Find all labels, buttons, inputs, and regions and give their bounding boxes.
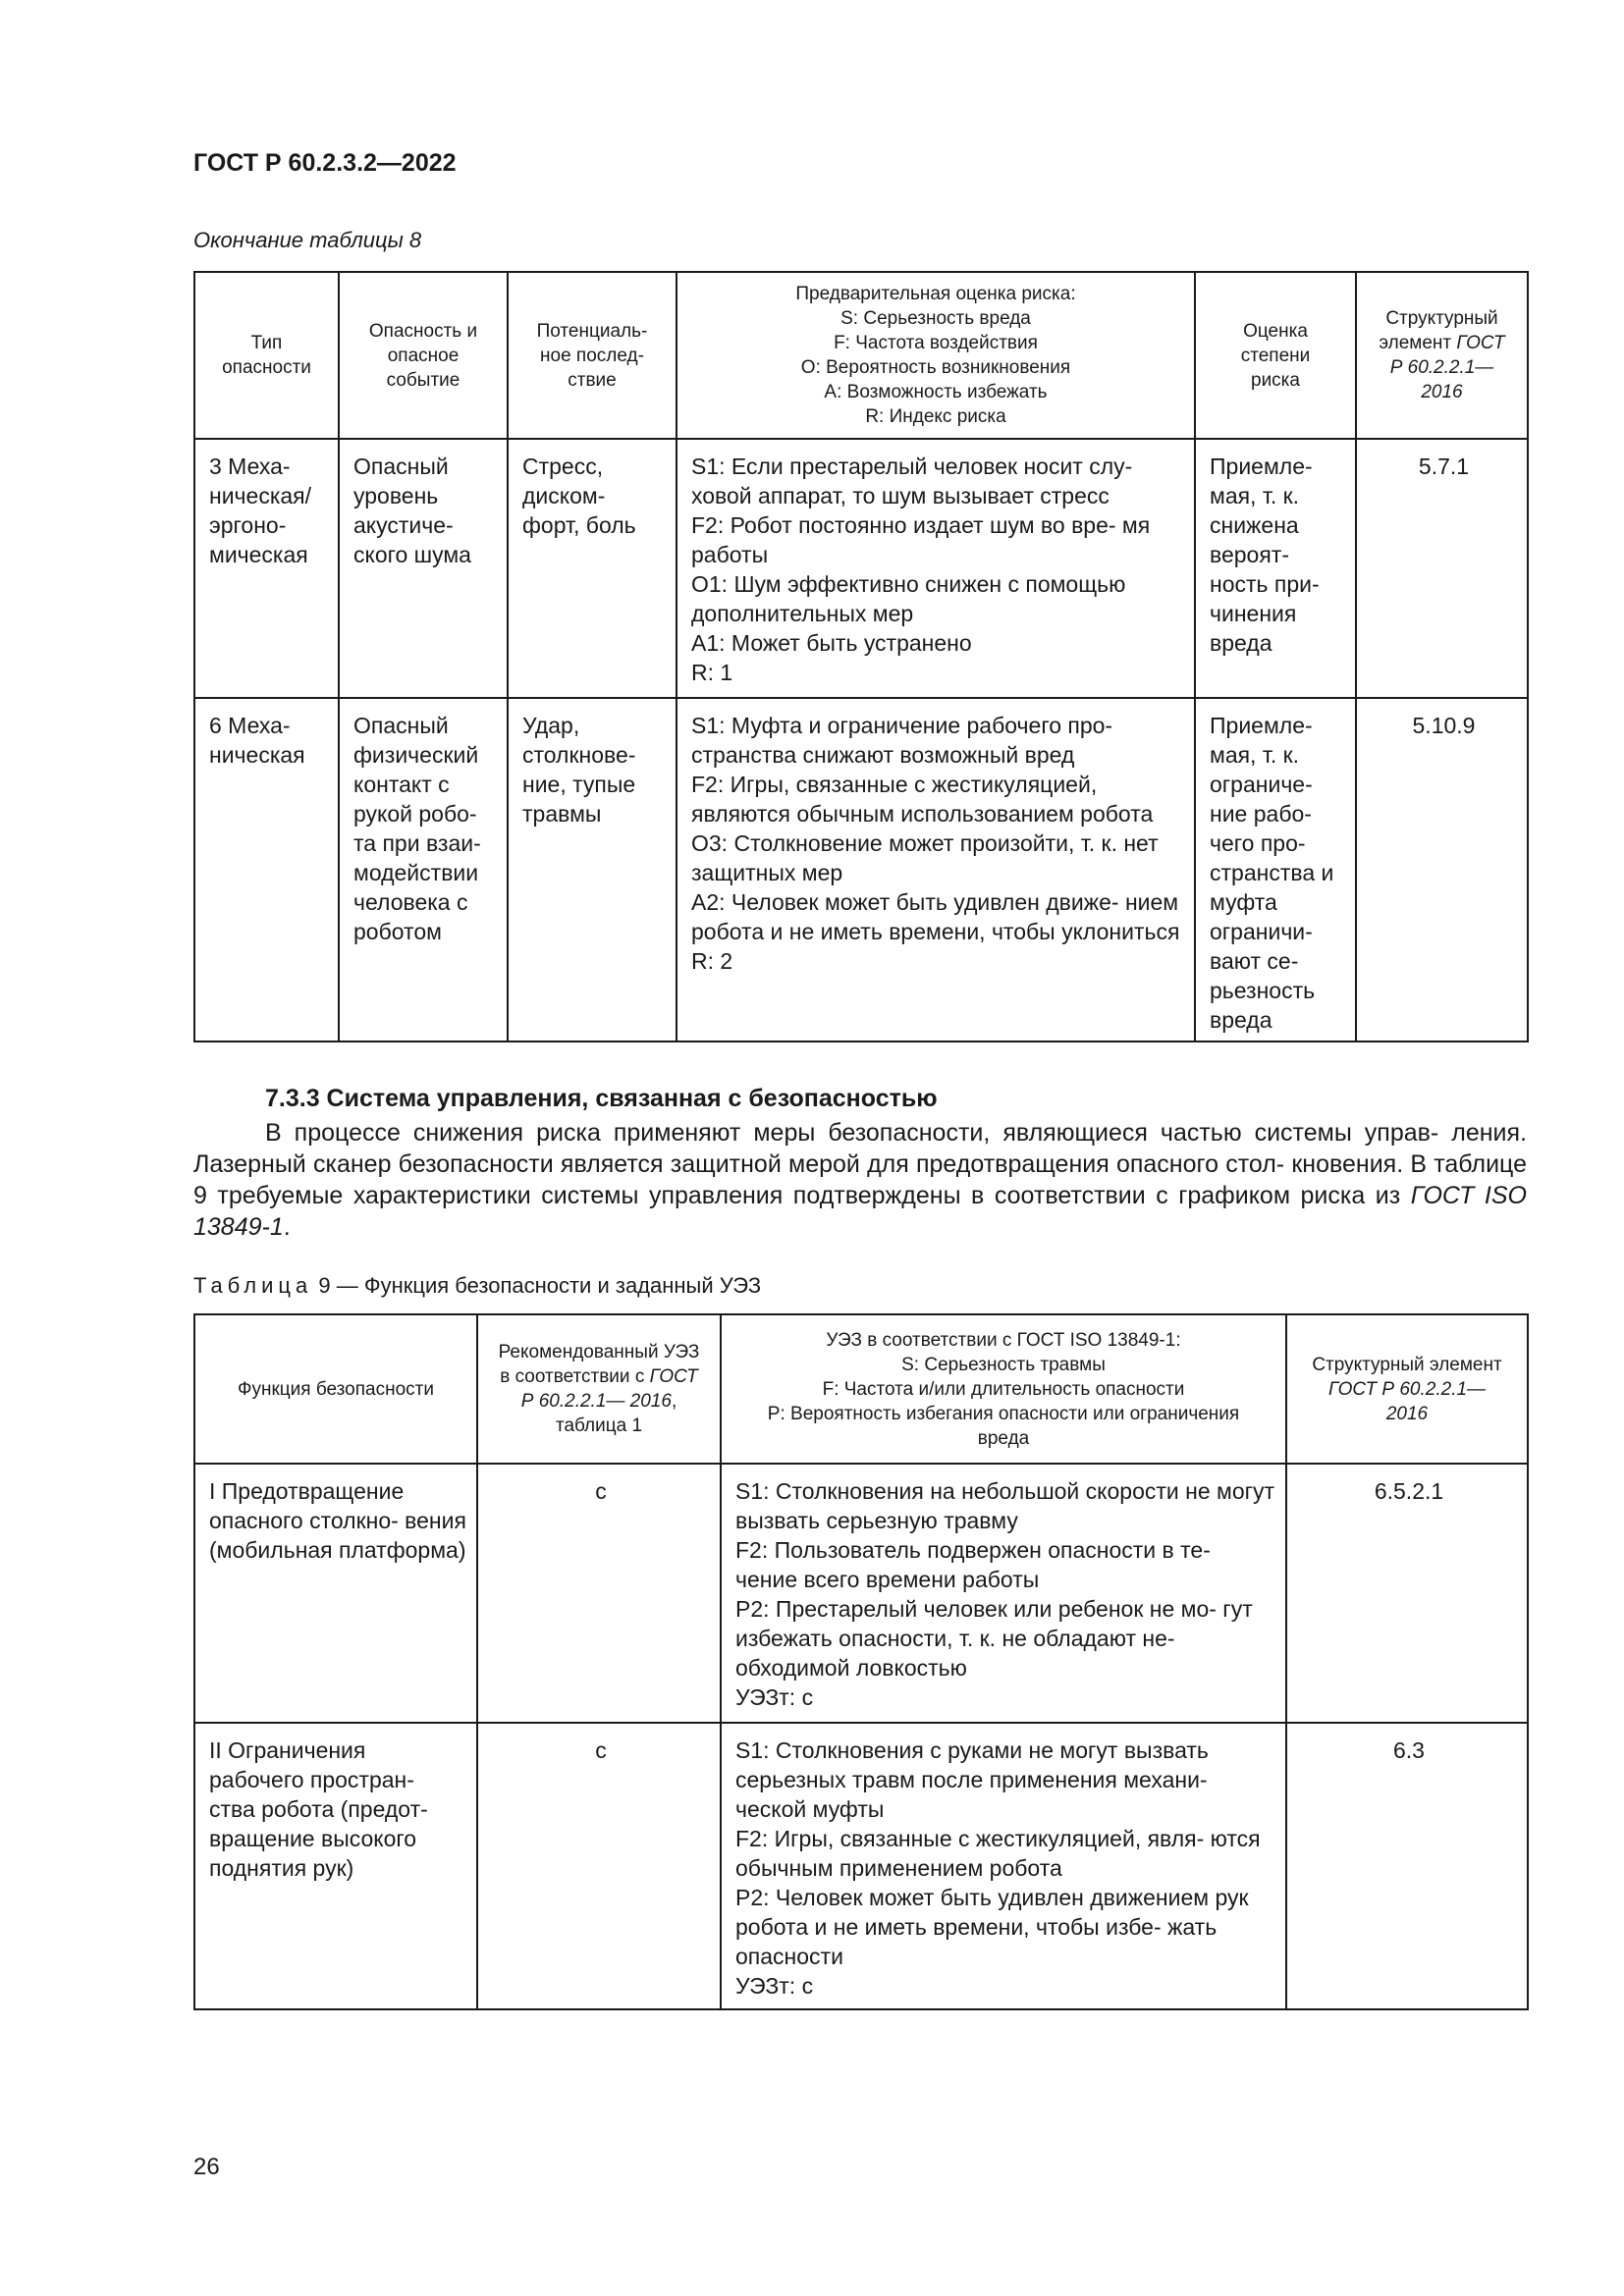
element-header-ref: ГОСТ Р 60.2.2.1—2016: [1327, 1378, 1487, 1424]
cell-evaluation: Приемле- мая, т. к. ограниче- ние рабо- чего про- странства и муфта ограничи- вают се- рьезность вреда: [1195, 698, 1356, 1041]
assessment-line: S1: Если престарелый человек носит слу- ховой аппарат, то шум вызывает стресс: [691, 454, 1133, 508]
table9-caption: [193, 1273, 761, 1299]
cell-type: 3 Меха- ническая/ эргоно- мическая: [194, 439, 339, 698]
pl-line: S1: Столкновения на небольшой скорости не могут вызвать серьезную травму: [735, 1478, 1275, 1533]
assessment-line: R: 2: [691, 948, 733, 974]
paragraph-reference: ГОСТ ISO 13849-1: [193, 1182, 1527, 1241]
table-row: [194, 1723, 1528, 2009]
table-8: [193, 271, 1529, 1042]
assessment-line: S1: Муфта и ограничение рабочего про- странства снижают возможный вред: [691, 713, 1113, 768]
pl-line: P2: Человек может быть удивлен движением рук робота и не иметь времени, чтобы избе- жать опасности: [735, 1885, 1249, 1969]
table-row: [194, 698, 1528, 1041]
paragraph-text: В процессе снижения риска применяют меры безопасности, являющиеся частью системы управ- ления. Лазерный сканер безопасности является защитной мерой для предотвращения опасного стол- кновения. В таблице 9 требуемые характеристики системы управления подтверждены в соответствии с графиком риска из: [193, 1119, 1527, 1209]
cell-recommended: c: [477, 1464, 721, 1723]
pl-line: УЭЗт: c: [735, 1684, 814, 1710]
table9-caption-text: 9 — Функция безопасности и заданный УЭЗ: [318, 1273, 762, 1298]
pl-header-line: УЭЗ в соответствии с ГОСТ ISO 13849-1:: [826, 1329, 1181, 1351]
assessment-line: F2: Робот постоянно издает шум во вре- мя работы: [691, 512, 1151, 567]
assessment-line: O3: Столкновение может произойти, т. к. нет защитных мер: [691, 830, 1159, 885]
assessment-header-line: R: Индекс риска: [865, 406, 1006, 427]
table-row: [194, 1464, 1528, 1723]
cell-evaluation: Приемле- мая, т. к. снижена вероят- ность при- чинения вреда: [1195, 439, 1356, 698]
cell-function: I Предотвращение опасного столкно- вения (мобильная платформа): [194, 1464, 477, 1723]
cell-function: II Ограничения рабочего простран- ства робота (предот- вращение высокого поднятия рук): [194, 1723, 477, 2009]
pl-header-line: S: Серьезность травмы: [901, 1354, 1106, 1375]
pl-line: F2: Пользователь подвержен опасности в те- чение всего времени работы: [735, 1537, 1211, 1592]
pl-line: УЭЗт: c: [735, 1973, 814, 1999]
assessment-header-line: S: Серьезность вреда: [840, 308, 1031, 329]
table9-caption-label: Таблица: [193, 1273, 313, 1298]
pl-header-line: P: Вероятность избегания опасности или ограничения вреда: [767, 1403, 1240, 1449]
section-paragraph: [193, 1117, 1527, 1243]
assessment-header-line: O: Вероятность возникновения: [800, 357, 1071, 378]
cell-type: 6 Меха- ническая: [194, 698, 339, 1041]
table9-header-element: [1286, 1314, 1528, 1464]
cell-assessment: [677, 439, 1195, 698]
table8-header-hazard: Опасность и опасное событие: [339, 272, 508, 439]
table8-header-consequence: Потенциаль- ное послед- ствие: [508, 272, 677, 439]
pl-header-line: F: Частота и/или длительность опасности: [822, 1378, 1185, 1400]
table9-header-row: [194, 1314, 1528, 1464]
recommended-header-ref: ГОСТ Р 60.2.2.1— 2016: [520, 1366, 698, 1412]
table8-header-row: [194, 272, 1528, 439]
element-header-prefix: Структурный элемент: [1379, 308, 1498, 353]
assessment-header-line: F: Частота воздействия: [834, 333, 1038, 353]
recommended-header-suffix: , таблица 1: [555, 1391, 677, 1436]
table8-header-element: [1356, 272, 1528, 439]
cell-pl: [721, 1464, 1286, 1723]
assessment-line: A2: Человек может быть удивлен движе- нием робота и не иметь времени, чтобы уклониться: [691, 889, 1180, 944]
table9-header-pl: [721, 1314, 1286, 1464]
pl-line: P2: Престарелый человек или ребенок не мо- гут избежать опасности, т. к. не обладают не- обходимой ловкостью: [735, 1596, 1253, 1681]
cell-consequence: Стресс, диском- форт, боль: [508, 439, 677, 698]
assessment-line: O1: Шум эффективно снижен с помощью дополнительных мер: [691, 571, 1126, 626]
recommended-header-text: Рекомендованный УЭЗ в соответствии с: [498, 1342, 700, 1387]
cell-recommended: c: [477, 1723, 721, 2009]
document-header: ГОСТ Р 60.2.3.2—2022: [193, 149, 457, 177]
page-number: 26: [193, 2154, 220, 2180]
table-9: [193, 1313, 1529, 2010]
assessment-line: F2: Игры, связанные с жестикуляцией, являются обычным использованием робота: [691, 772, 1154, 827]
section-heading: 7.3.3 Система управления, связанная с безопасностью: [265, 1085, 938, 1112]
table8-header-assessment: [677, 272, 1195, 439]
cell-hazard: Опасный физический контакт с рукой робо- та при взаи- модействии человека с роботом: [339, 698, 508, 1041]
table9-header-recommended: [477, 1314, 721, 1464]
assessment-header-line: Предварительная оценка риска:: [795, 284, 1076, 304]
table8-header-type: Тип опасности: [194, 272, 339, 439]
element-header-prefix: Структурный элемент: [1312, 1354, 1502, 1375]
cell-consequence: Удар, столкнове- ние, тупые травмы: [508, 698, 677, 1041]
cell-pl: [721, 1723, 1286, 2009]
table-row: [194, 439, 1528, 698]
table8-caption: Окончание таблицы 8: [193, 228, 422, 252]
table9-header-function: Функция безопасности: [194, 1314, 477, 1464]
cell-hazard: Опасный уровень акустиче- ского шума: [339, 439, 508, 698]
assessment-line: A1: Может быть устранено: [691, 630, 972, 656]
cell-element: 5.7.1: [1356, 439, 1528, 698]
assessment-line: R: 1: [691, 660, 733, 685]
pl-line: S1: Столкновения с руками не могут вызвать серьезных травм после применения механи- ческой муфты: [735, 1737, 1209, 1822]
assessment-header-line: A: Возможность избежать: [824, 382, 1048, 402]
cell-assessment: [677, 698, 1195, 1041]
cell-element: 6.3: [1286, 1723, 1528, 2009]
element-header-ref: ГОСТ Р 60.2.2.1— 2016: [1389, 333, 1505, 402]
table8-header-evaluation: Оценка степени риска: [1195, 272, 1356, 439]
pl-line: F2: Игры, связанные с жестикуляцией, явля- ются обычным применением робота: [735, 1826, 1261, 1881]
paragraph-end: .: [283, 1213, 291, 1241]
cell-element: 5.10.9: [1356, 698, 1528, 1041]
cell-element: 6.5.2.1: [1286, 1464, 1528, 1723]
